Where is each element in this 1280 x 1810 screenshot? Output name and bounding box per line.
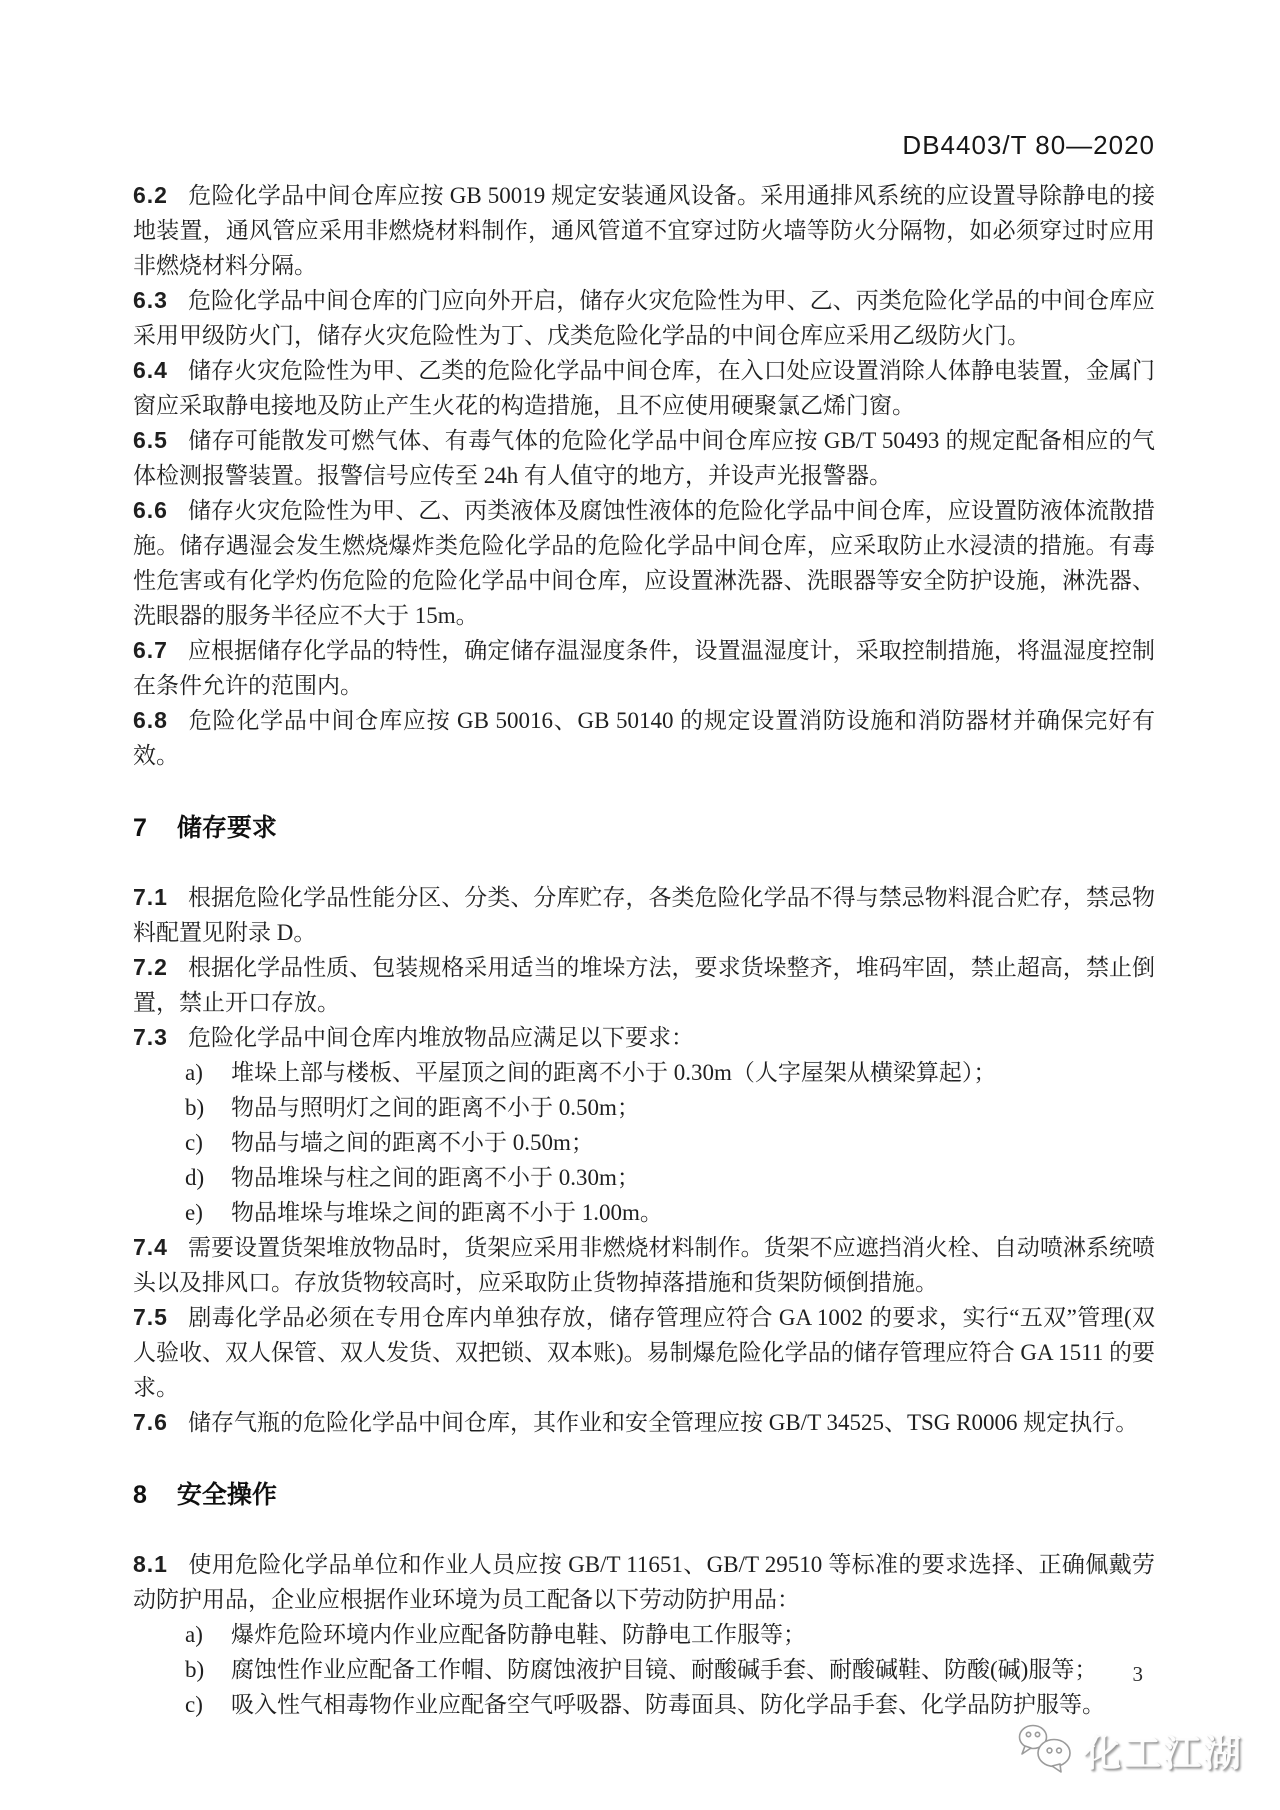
item-label: b) bbox=[185, 1657, 205, 1682]
clause-7.3-item-a bbox=[133, 1055, 1155, 1090]
clause-text: 储存火灾危险性为甲、乙类的危险化学品中间仓库，在入口处应设置消除人体静电装置，金属门窗应采取静电接地及防止产生火花的构造措施，且不应使用硬聚氯乙烯门窗。 bbox=[133, 358, 1155, 418]
clause-text: 使用危险化学品单位和作业人员应按 GB/T 11651、GB/T 29510 等标准的要求选择、正确佩戴劳动防护用品，企业应根据作业环境为员工配备以下劳动防护用品： bbox=[133, 1552, 1155, 1612]
clause-text: 储存可能散发可燃气体、有毒气体的危险化学品中间仓库应按 GB/T 50493 的规定配备相应的气体检测报警装置。报警信号应传至 24h 有人值守的地方，并设声光报警器。 bbox=[133, 428, 1155, 488]
clause-6.2 bbox=[133, 178, 1155, 283]
clause-6.5 bbox=[133, 423, 1155, 493]
clause-number: 7.4 bbox=[133, 1234, 168, 1260]
section-title: 储存要求 bbox=[176, 814, 277, 842]
clause-7.2 bbox=[133, 950, 1155, 1020]
clause-number: 7.5 bbox=[133, 1304, 168, 1330]
clause-7.3 bbox=[133, 1020, 1155, 1055]
item-text: 物品与墙之间的距离不小于 0.50m； bbox=[231, 1130, 594, 1155]
clause-text: 需要设置货架堆放物品时，货架应采用非燃烧材料制作。货架不应遮挡消火栓、自动喷淋系统喷头以及排风口。存放货物较高时，应采取防止货物掉落措施和货架防倾倒措施。 bbox=[133, 1235, 1155, 1295]
item-label: e) bbox=[185, 1200, 203, 1225]
clause-7.3-item-e bbox=[133, 1195, 1155, 1230]
item-label: d) bbox=[185, 1165, 205, 1190]
item-label: c) bbox=[185, 1692, 203, 1717]
watermark-text: 化工江湖 bbox=[1084, 1733, 1244, 1774]
clause-7.1 bbox=[133, 880, 1155, 950]
clause-text: 剧毒化学品必须在专用仓库内单独存放，储存管理应符合 GA 1002 的要求，实行“五双”管理(双人验收、双人保管、双人发货、双把锁、双本账)。易制爆危险化学品的储存管理应符合 GA 1511 的要求。 bbox=[133, 1305, 1156, 1400]
clause-number: 7.1 bbox=[133, 884, 168, 910]
clause-8.1 bbox=[133, 1547, 1155, 1617]
clause-text: 根据危险化学品性能分区、分类、分库贮存，各类危险化学品不得与禁忌物料混合贮存，禁忌物料配置见附录 D。 bbox=[133, 885, 1155, 945]
item-label: a) bbox=[185, 1060, 203, 1085]
section-number: 7 bbox=[133, 814, 147, 842]
clause-7.3-item-b bbox=[133, 1090, 1155, 1125]
clause-7.3-item-c bbox=[133, 1125, 1155, 1160]
clause-7.5 bbox=[133, 1300, 1155, 1405]
clause-number: 7.3 bbox=[133, 1024, 168, 1050]
section-8-heading bbox=[133, 1478, 1155, 1513]
clause-6.6 bbox=[133, 493, 1155, 633]
wechat-chat-bubbles-icon bbox=[1014, 1722, 1076, 1778]
clause-text: 储存火灾危险性为甲、乙、丙类液体及腐蚀性液体的危险化学品中间仓库，应设置防液体流散措施。储存遇湿会发生燃烧爆炸类危险化学品的危险化学品中间仓库，应采取防止水浸渍的措施。有毒性危害或有化学灼伤危险的危险化学品中间仓库，应设置淋洗器、洗眼器等安全防护设施，淋洗器、洗眼器的服务半径应不大于 15m。 bbox=[133, 498, 1155, 628]
clause-7.3-item-d bbox=[133, 1160, 1155, 1195]
item-text: 物品与照明灯之间的距离不小于 0.50m； bbox=[231, 1095, 640, 1120]
section-title: 安全操作 bbox=[176, 1481, 277, 1509]
clause-7.6 bbox=[133, 1405, 1155, 1440]
page-header bbox=[133, 130, 1155, 161]
clause-8.1-item-a bbox=[133, 1617, 1155, 1652]
item-text: 爆炸危险环境内作业应配备防静电鞋、防静电工作服等； bbox=[231, 1622, 806, 1647]
item-text: 物品堆垛与堆垛之间的距离不小于 1.00m。 bbox=[231, 1200, 663, 1225]
clause-number: 6.2 bbox=[133, 182, 168, 208]
clause-6.7 bbox=[133, 633, 1155, 703]
clause-number: 7.2 bbox=[133, 954, 168, 980]
clause-number: 8.1 bbox=[133, 1551, 168, 1577]
clause-number: 6.7 bbox=[133, 637, 168, 663]
clause-text: 根据化学品性质、包装规格采用适当的堆垛方法，要求货垛整齐，堆码牢固，禁止超高，禁止倒置，禁止开口存放。 bbox=[133, 955, 1155, 1015]
clause-number: 6.3 bbox=[133, 287, 168, 313]
clause-8.1-item-c bbox=[133, 1687, 1155, 1722]
clause-text: 危险化学品中间仓库的门应向外开启，储存火灾危险性为甲、乙、丙类危险化学品的中间仓库应采用甲级防火门，储存火灾危险性为丁、戊类危险化学品的中间仓库应采用乙级防火门。 bbox=[133, 288, 1155, 348]
clause-number: 6.8 bbox=[133, 707, 168, 733]
clause-7.4 bbox=[133, 1230, 1155, 1300]
section-number: 8 bbox=[133, 1481, 147, 1509]
page-number: 3 bbox=[1132, 1662, 1143, 1686]
clause-6.4 bbox=[133, 353, 1155, 423]
clause-number: 7.6 bbox=[133, 1409, 168, 1435]
section-7-heading bbox=[133, 811, 1155, 846]
clause-text: 危险化学品中间仓库应按 GB 50016、GB 50140 的规定设置消防设施和消防器材并确保完好有效。 bbox=[133, 708, 1155, 768]
watermark bbox=[1014, 1722, 1244, 1778]
item-label: c) bbox=[185, 1130, 203, 1155]
document-body bbox=[133, 178, 1155, 1722]
clause-number: 6.4 bbox=[133, 357, 168, 383]
item-text: 腐蚀性作业应配备工作帽、防腐蚀液护目镜、耐酸碱手套、耐酸碱鞋、防酸(碱)服等； bbox=[231, 1657, 1098, 1682]
clause-text: 危险化学品中间仓库应按 GB 50019 规定安装通风设备。采用通排风系统的应设置导除静电的接地装置，通风管应采用非燃烧材料制作，通风管道不宜穿过防火墙等防火分隔物，如必须穿过时应用非燃烧材料分隔。 bbox=[133, 183, 1155, 278]
clause-number: 6.6 bbox=[133, 497, 168, 523]
item-text: 堆垛上部与楼板、平屋顶之间的距离不小于 0.30m（人字屋架从横梁算起）； bbox=[231, 1060, 997, 1085]
clause-text: 危险化学品中间仓库内堆放物品应满足以下要求： bbox=[187, 1025, 694, 1050]
item-label: a) bbox=[185, 1622, 203, 1647]
clause-6.3 bbox=[133, 283, 1155, 353]
item-text: 物品堆垛与柱之间的距离不小于 0.30m； bbox=[231, 1165, 640, 1190]
standard-number: DB4403/T 80—2020 bbox=[902, 130, 1155, 160]
clause-text: 应根据储存化学品的特性，确定储存温湿度条件，设置温湿度计，采取控制措施，将温湿度控制在条件允许的范围内。 bbox=[133, 638, 1155, 698]
item-label: b) bbox=[185, 1095, 205, 1120]
clause-6.8 bbox=[133, 703, 1155, 773]
item-text: 吸入性气相毒物作业应配备空气呼吸器、防毒面具、防化学品手套、化学品防护服等。 bbox=[231, 1692, 1105, 1717]
clause-text: 储存气瓶的危险化学品中间仓库，其作业和安全管理应按 GB/T 34525、TSG R0006 规定执行。 bbox=[187, 1410, 1139, 1435]
clause-number: 6.5 bbox=[133, 427, 168, 453]
